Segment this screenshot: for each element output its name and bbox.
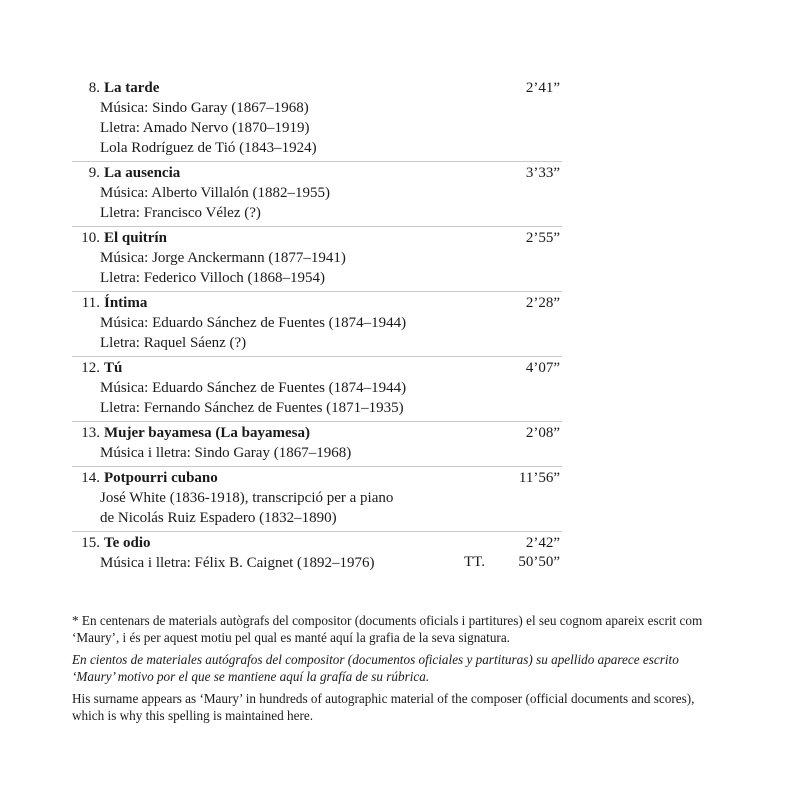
track-title: La tarde [104, 80, 160, 96]
track-duration: 4’07” [525, 360, 560, 376]
track-duration: 2’08” [525, 425, 560, 441]
track-credit: Lola Rodríguez de Tió (1843–1924) [100, 140, 317, 156]
track-duration: 2’42” [525, 535, 560, 551]
track-number: 13. [81, 425, 100, 441]
track-title: Tú [104, 360, 123, 376]
track-title: La ausencia [104, 165, 181, 181]
track-credit: Música i lletra: Sindo Garay (1867–1968) [100, 445, 352, 461]
track-item [72, 357, 562, 422]
footnote-english: His surname appears as ‘Maury’ in hundreds of autographic material of the composer (official documents and scores), which is why this spelling is maintained here. [72, 691, 695, 723]
track-item [72, 77, 562, 162]
track-number: 15. [81, 535, 100, 551]
track-number: 14. [81, 470, 100, 486]
total-label: TT. [464, 554, 485, 570]
track-credit: Lletra: Amado Nervo (1870–1919) [100, 120, 310, 136]
track-credit: Música: Jorge Anckermann (1877–1941) [100, 250, 346, 266]
track-number: 10. [81, 230, 100, 246]
track-duration: 11’56” [518, 470, 560, 486]
track-duration: 2’28” [525, 295, 560, 311]
track-credit: Música: Eduardo Sánchez de Fuentes (1874–1944) [100, 315, 407, 331]
total-time [464, 553, 560, 572]
track-list [72, 77, 562, 576]
track-item [72, 227, 562, 292]
track-credit: José White (1836-1918), transcripció per a piano [100, 490, 394, 506]
track-credit: Lletra: Raquel Sáenz (?) [100, 335, 247, 351]
track-number: 8. [88, 80, 100, 96]
total-duration: 50’50” [518, 554, 560, 570]
track-credit: Lletra: Federico Villoch (1868–1954) [100, 270, 326, 286]
track-credit: Música: Eduardo Sánchez de Fuentes (1874–1944) [100, 380, 407, 396]
track-credit: de Nicolás Ruiz Espadero (1832–1890) [100, 510, 337, 526]
track-credit: Lletra: Fernando Sánchez de Fuentes (1871–1935) [100, 400, 404, 416]
track-item [72, 422, 562, 467]
track-duration: 2’55” [525, 230, 560, 246]
track-credit: Lletra: Francisco Vélez (?) [100, 205, 261, 221]
track-title: Íntima [104, 295, 148, 311]
track-title: Te odio [104, 535, 151, 551]
track-title: El quitrín [104, 230, 167, 246]
footnote-spanish: En cientos de materiales autógrafos del compositor (documentos oficiales y partituras) su apellido aparece escrito ‘Maury’ motivo por el que se mantiene aquí la grafía de su rúbrica. [72, 652, 679, 684]
track-number: 9. [88, 165, 100, 181]
track-duration: 2’41” [525, 80, 560, 96]
track-credit: Música: Sindo Garay (1867–1968) [100, 100, 309, 116]
track-title: Potpourri cubano [104, 470, 218, 486]
track-item [72, 292, 562, 357]
track-title: Mujer bayamesa (La bayamesa) [104, 425, 310, 441]
track-credit: Música: Alberto Villalón (1882–1955) [100, 185, 331, 201]
track-credit: Música i lletra: Félix B. Caignet (1892–1976) [100, 555, 375, 571]
footnote-catalan: * En centenars de materials autògrafs del compositor (documents oficials i partitures) el seu cognom apareix escrit com ‘Maury’, i és per aquest motiu pel qual es manté aquí la grafia de la seva signatura. [72, 613, 703, 645]
track-item [72, 162, 562, 227]
track-number: 12. [81, 360, 100, 376]
track-duration: 3’33” [525, 165, 560, 181]
track-item [72, 467, 562, 532]
track-number: 11. [81, 295, 100, 311]
footnotes [72, 612, 722, 729]
